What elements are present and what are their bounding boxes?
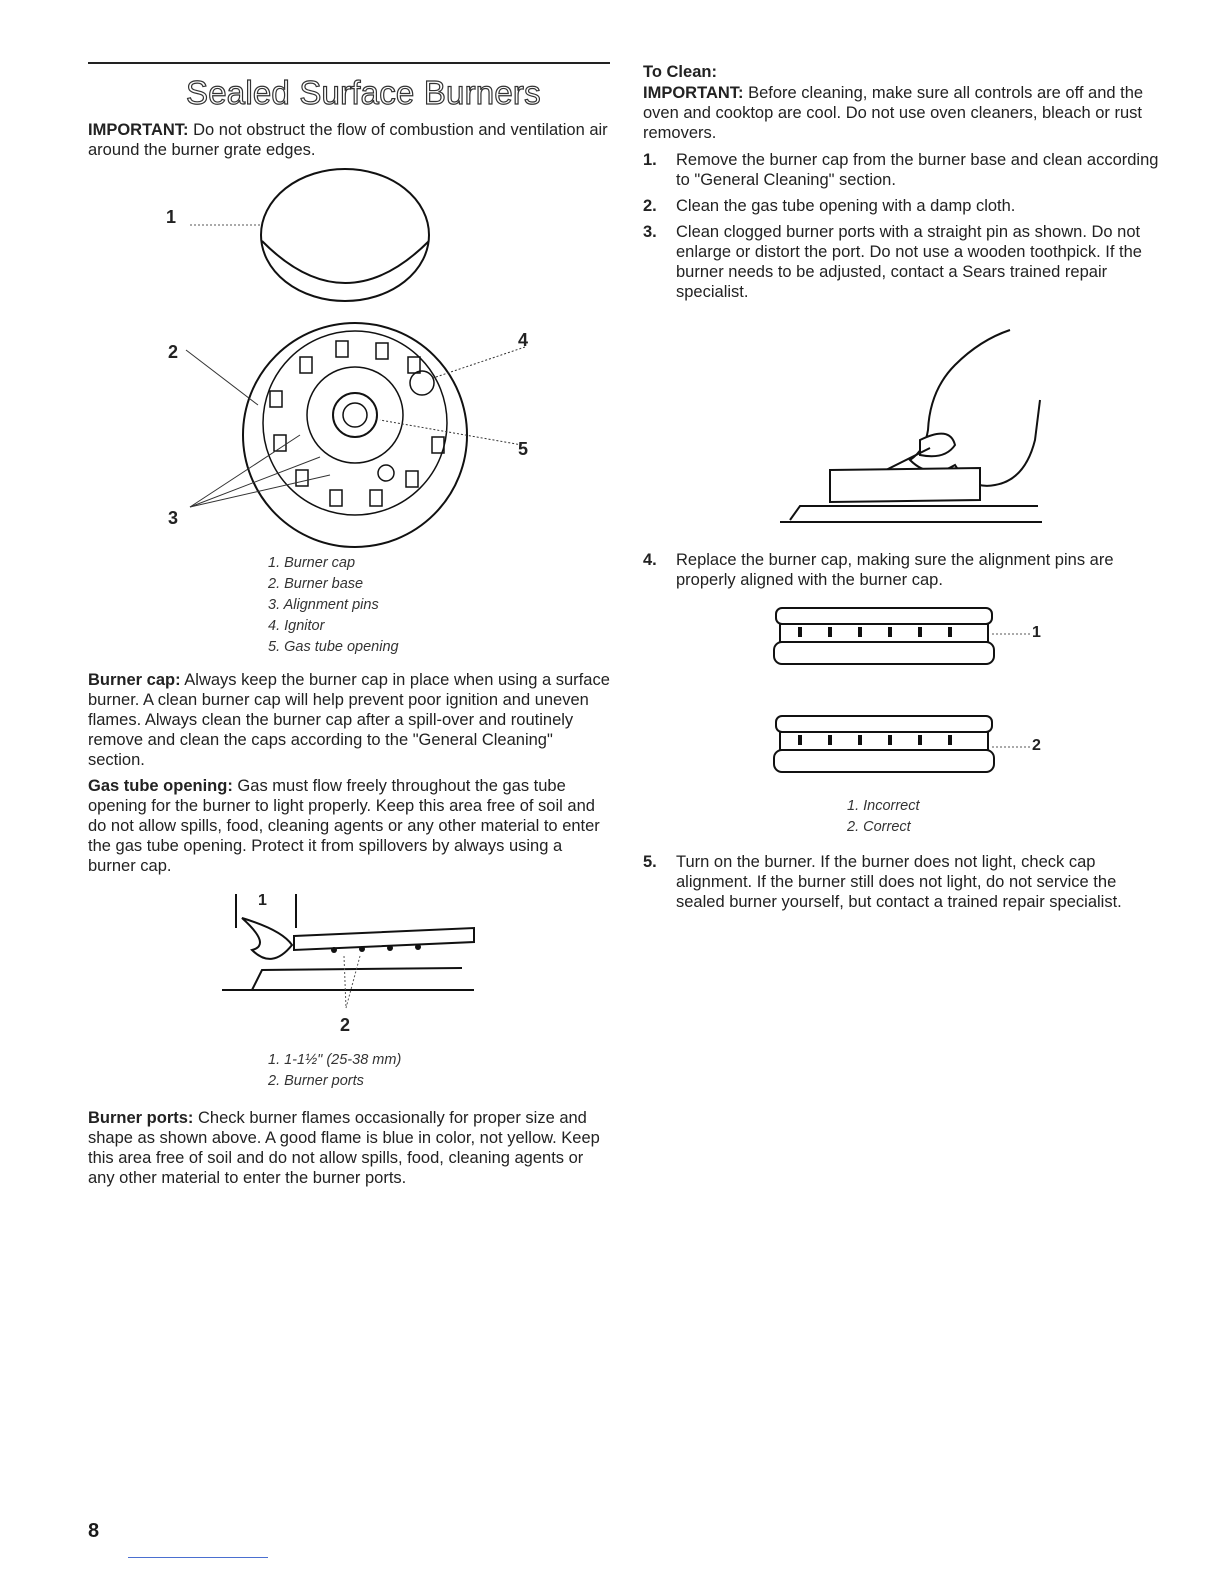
- page-number: 8: [88, 1520, 100, 1542]
- step-item: [643, 222, 1168, 302]
- figure1-captions: [268, 553, 399, 658]
- callout-5: 5: [518, 439, 529, 459]
- callout-1: 1: [166, 207, 177, 227]
- burner-ports-paragraph: [88, 1108, 610, 1188]
- caption-burner-ports: 2. Burner ports: [268, 1073, 364, 1089]
- burner-cap-text: Always keep the burner cap in place when using a surface burner. A clean burner cap will help prevent poor ignition and uneven flames. Always clean the burner cap after a spill-over and routinely remove and clean the caps according to the "General Cleaning" section.: [88, 671, 610, 769]
- figure2-captions: [268, 1050, 401, 1092]
- step-number: 5.: [643, 853, 657, 871]
- flame-callout-1: 1: [258, 892, 267, 909]
- important-label: IMPORTANT:: [88, 121, 189, 139]
- top-rule: [88, 62, 610, 64]
- step-text: Turn on the burner. If the burner does not light, check cap alignment. If the burner still does not light, do not service the sealed burner yourself, but contact a trained repair specialist.: [676, 853, 1122, 911]
- gas-tube-paragraph: [88, 776, 610, 876]
- burner-ports-text: Check burner flames occasionally for proper size and shape as shown above. A good flame is blue in color, not yellow. Keep this area free of soil and do not allow spills, food, cleaning agents or any other material to enter the burner ports.: [88, 1109, 600, 1187]
- step-text: Clean the gas tube opening with a damp cloth.: [676, 197, 1016, 215]
- burner-ports-label: Burner ports:: [88, 1109, 194, 1127]
- burner-cap-paragraph: [88, 670, 610, 770]
- step-item: [643, 150, 1168, 190]
- gas-tube-label: Gas tube opening:: [88, 777, 233, 795]
- pin-cleaning-diagram: [780, 320, 1050, 530]
- correct-cap: [774, 716, 994, 772]
- cleaning-step-4: [643, 550, 1168, 596]
- important-note-right: [643, 83, 1168, 143]
- cleaning-step-5: [643, 852, 1168, 918]
- footer-line: [128, 1557, 268, 1558]
- caption-correct: 2. Correct: [847, 819, 911, 835]
- important-text: Do not obstruct the flow of combustion and ventilation air around the burner grate edges.: [88, 121, 608, 159]
- step-number: 2.: [643, 197, 657, 215]
- incorrect-cap: [774, 608, 994, 664]
- step-item: [643, 852, 1168, 912]
- caption-burner-base: 2. Burner base: [268, 576, 364, 592]
- cap-alignment-diagram: [770, 600, 1030, 780]
- callout-3: 3: [168, 508, 179, 528]
- flame-callout-2: 2: [340, 1015, 351, 1035]
- cleaning-steps: [643, 150, 1168, 308]
- caption-flame-height: 1. 1-1½" (25-38 mm): [268, 1052, 402, 1068]
- caption-ignitor: 4. Ignitor: [268, 618, 325, 634]
- callout-4: 4: [518, 330, 529, 350]
- page-title: Sealed Surface Burners: [186, 74, 541, 111]
- alignment-callout-2: 2: [1032, 737, 1041, 754]
- alignment-callout-1: 1: [1032, 624, 1041, 641]
- step-number: 3.: [643, 223, 657, 241]
- gas-tube-text: Gas must flow freely throughout the gas tube opening for the burner to light properly. Keep this area free of soil and do not allow spills, food, cleaning agents or any other material to enter the gas tube opening. Protect it from spillovers by always using a burner cap.: [88, 777, 600, 875]
- burner-exploded-diagram: [150, 165, 570, 545]
- step-text: Replace the burner cap, making sure the alignment pins are properly aligned with the burner cap.: [676, 551, 1114, 589]
- callout-2: 2: [168, 342, 179, 362]
- caption-alignment-pins: 3. Alignment pins: [268, 597, 379, 613]
- to-clean-heading: To Clean:: [643, 63, 717, 81]
- caption-burner-cap: 1. Burner cap: [268, 555, 356, 571]
- step-number: 1.: [643, 151, 657, 169]
- step-text: Clean clogged burner ports with a straight pin as shown. Do not enlarge or distort the port. Do not use a wooden toothpick. If the burner needs to be adjusted, contact a Sears trained repair specialist.: [676, 223, 1142, 301]
- caption-incorrect: 1. Incorrect: [847, 798, 920, 814]
- important-note-left: [88, 120, 608, 160]
- important-right-label: IMPORTANT:: [643, 84, 744, 102]
- step-item: [643, 550, 1168, 590]
- step-number: 4.: [643, 551, 657, 569]
- step-item: [643, 196, 1168, 216]
- burner-cap-label: Burner cap:: [88, 671, 181, 689]
- important-right-text: Before cleaning, make sure all controls are off and the oven and cooktop are cool. Do not use oven cleaners, bleach or rust removers.: [643, 84, 1144, 142]
- figure4-captions: [847, 796, 920, 838]
- step-text: Remove the burner cap from the burner base and clean according to "General Cleaning" section.: [676, 151, 1159, 189]
- caption-gas-tube-opening: 5. Gas tube opening: [268, 639, 399, 655]
